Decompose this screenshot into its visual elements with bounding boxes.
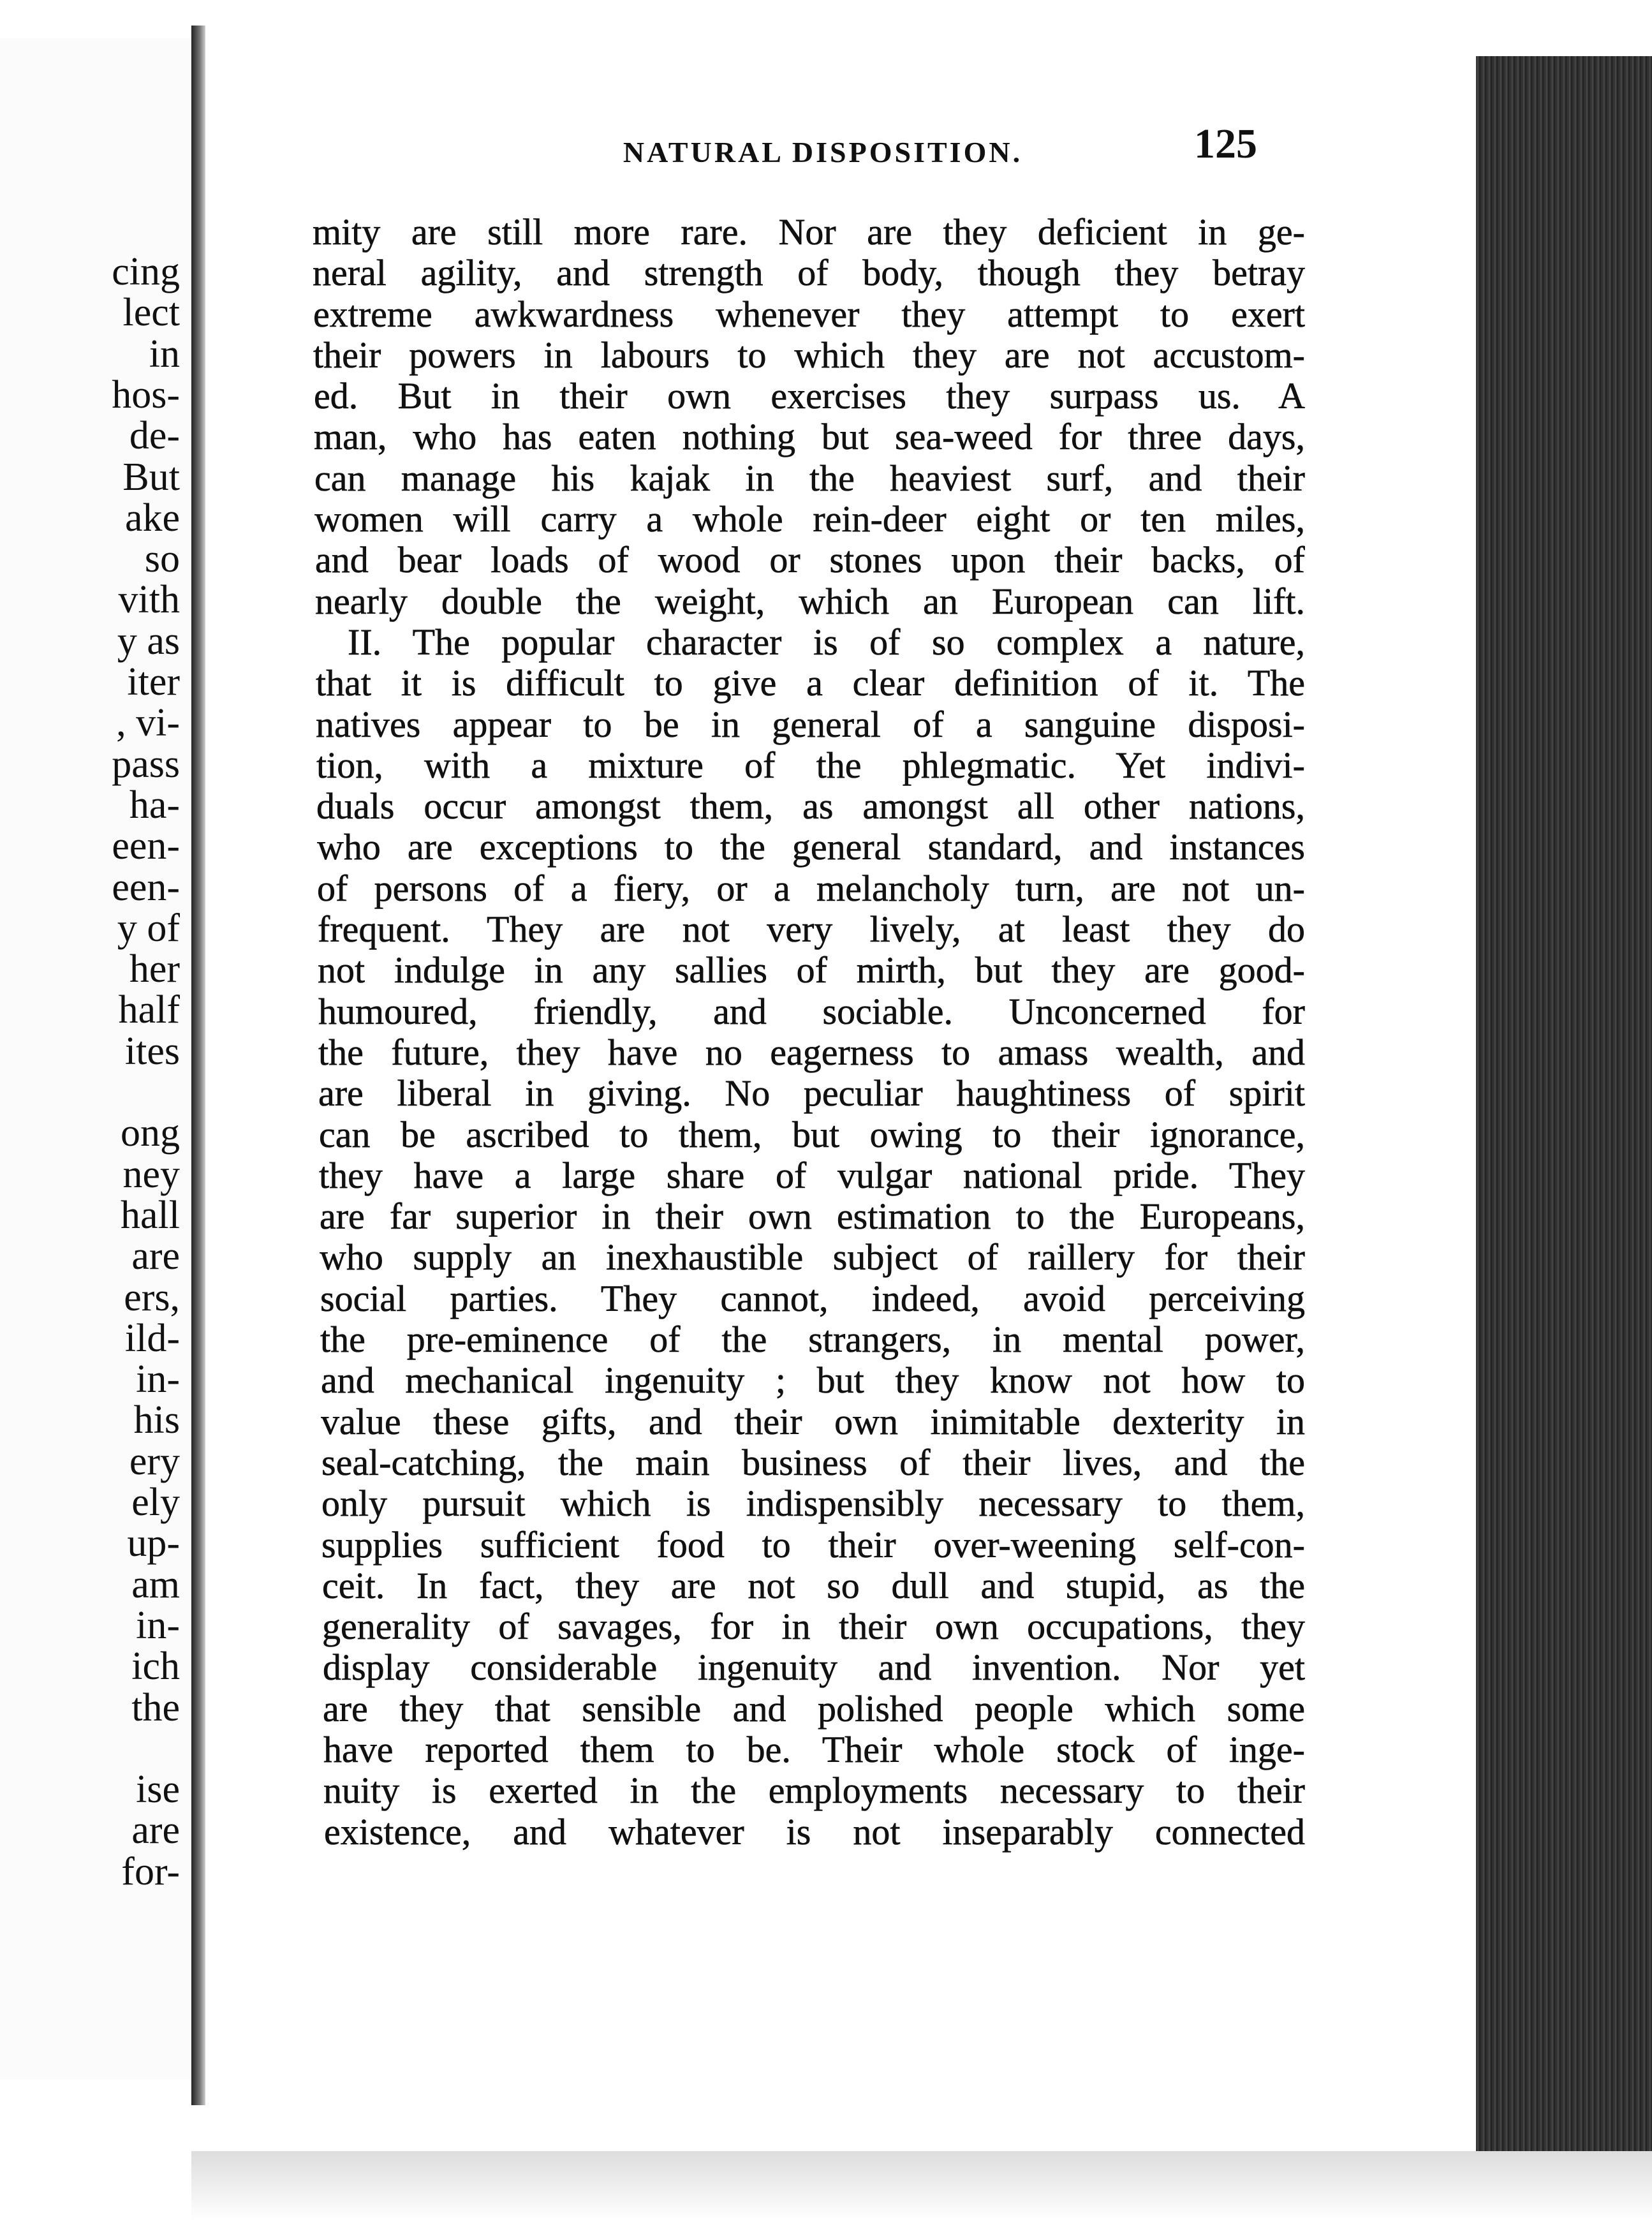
body-text-line: who supply an inexhaustible subject of raillery for their — [320, 1237, 1305, 1278]
running-head: NATURAL DISPOSITION. — [623, 136, 1023, 168]
body-text-line: value these gifts, and their own inimitable dexterity in — [321, 1401, 1305, 1442]
body-text-line: they have a large share of vulgar national pride. They — [319, 1155, 1305, 1196]
body-text-line: are liberal in giving. No peculiar haughtiness of spirit — [318, 1073, 1305, 1114]
body-text-line: of persons of a fiery, or a melancholy turn, are not un- — [317, 868, 1305, 909]
body-text-line: duals occur amongst them, as amongst all other nations, — [316, 786, 1305, 827]
body-text-line: who are exceptions to the general standard, and instances — [317, 827, 1305, 868]
left-page-line-fragment: , vi- — [116, 701, 180, 745]
body-text-line: can manage his kajak in the heaviest surf, and their — [314, 457, 1305, 499]
body-text-line: existence, and whatever is not inseparably connected — [324, 1811, 1305, 1853]
left-page-line-fragment: ely — [131, 1481, 180, 1524]
body-text-line: not indulge in any sallies of mirth, but they are good- — [318, 950, 1305, 991]
body-text-line: neral agility, and strength of body, though they betray — [313, 253, 1305, 294]
body-text-line: ceit. In fact, they are not so dull and stupid, as the — [322, 1565, 1305, 1606]
body-text-line: generality of savages, for in their own occupations, they — [322, 1606, 1305, 1648]
body-text-line: their powers in labours to which they are not accustom- — [313, 334, 1305, 376]
left-page-line-fragment: ery — [129, 1439, 180, 1483]
page-number: 125 — [1194, 121, 1257, 167]
body-text-line: are far superior in their own estimation to the Europeans, — [320, 1196, 1305, 1238]
body-text-line: II. The popular character is of so complex a nature, — [348, 621, 1305, 663]
left-page-line-fragment: in- — [136, 1603, 180, 1647]
body-text-line: that it is difficult to give a clear definition of it. The — [316, 663, 1305, 704]
book-edge — [1476, 56, 1652, 2220]
body-text-line: supplies sufficient food to their over-weening self-con- — [321, 1524, 1305, 1565]
body-text-line: the pre-eminence of the strangers, in mental power, — [320, 1319, 1305, 1361]
left-page-line-fragment: ild- — [124, 1316, 180, 1360]
left-page-line-fragment: are — [131, 1234, 180, 1278]
body-text — [313, 212, 1305, 1853]
left-page-line-fragment: ha- — [129, 783, 180, 827]
body-text-line: only pursuit which is indispensibly necessary to them, — [321, 1483, 1305, 1525]
previous-page-edge — [0, 38, 195, 2080]
left-page-line-fragment: ney — [122, 1152, 180, 1196]
left-page-line-fragment: the — [131, 1685, 180, 1729]
body-text-line: humoured, friendly, and sociable. Unconcerned for — [318, 991, 1305, 1032]
body-text-line: can be ascribed to them, but owing to their ignorance, — [319, 1114, 1305, 1155]
page-gutter — [191, 26, 205, 2105]
body-text-line: man, who has eaten nothing but sea-weed for three days, — [314, 417, 1305, 458]
left-page-line-fragment: ise — [136, 1768, 180, 1812]
left-page-line-fragment: for- — [121, 1849, 180, 1893]
left-page-line-fragment: ites — [124, 1029, 180, 1073]
page-bottom-shadow — [191, 2151, 1652, 2220]
body-text-line: social parties. They cannot, indeed, avoid perceiving — [320, 1278, 1305, 1319]
left-page-line-fragment: ich — [131, 1645, 180, 1689]
left-page-line-fragment: in — [149, 332, 180, 376]
body-text-line: natives appear to be in general of a sanguine disposi- — [316, 704, 1305, 745]
left-page-line-fragment: But — [122, 455, 180, 499]
left-page-line-fragment: half — [118, 988, 180, 1032]
left-page-line-fragment: pass — [112, 742, 180, 786]
left-page-line-fragment: his — [133, 1398, 180, 1442]
left-page-line-fragment: up- — [127, 1521, 180, 1565]
left-page-line-fragment: are — [131, 1809, 180, 1853]
body-text-line: extreme awkwardness whenever they attempt to exert — [313, 293, 1305, 335]
body-text-line: women will carry a whole rein-deer eight or ten miles, — [314, 499, 1305, 540]
body-text-line: and bear loads of wood or stones upon their backs, of — [315, 540, 1305, 581]
left-page-line-fragment: iter — [127, 660, 180, 704]
left-page-line-fragment: am — [131, 1562, 180, 1606]
left-page-line-fragment: y as — [117, 619, 180, 663]
left-page-line-fragment: een- — [112, 824, 180, 868]
body-text-line: display considerable ingenuity and invention. Nor yet — [323, 1647, 1305, 1689]
left-page-line-fragment: vith — [118, 578, 180, 622]
left-page-line-fragment: ong — [121, 1111, 180, 1155]
body-text-line: seal-catching, the main business of their lives, and the — [321, 1442, 1305, 1483]
body-text-line: have reported them to be. Their whole stock of inge- — [323, 1729, 1305, 1770]
body-text-line: the future, they have no eagerness to amass wealth, and — [318, 1032, 1305, 1073]
left-page-line-fragment: cing — [112, 250, 180, 293]
left-page-line-fragment: de- — [129, 414, 180, 458]
body-text-line: and mechanical ingenuity ; but they know not how to — [321, 1360, 1305, 1402]
left-page-line-fragment: ake — [124, 496, 180, 540]
left-page-line-fragment: y of — [117, 906, 180, 950]
left-page-line-fragment: een- — [112, 865, 180, 909]
body-text-line: tion, with a mixture of the phlegmatic. Yet indivi- — [316, 744, 1305, 786]
body-text-line: ed. But in their own exercises they surpass us. A — [314, 376, 1305, 417]
body-text-line: frequent. They are not very lively, at least they do — [318, 909, 1305, 951]
body-text-line: are they that sensible and polished people which some — [323, 1688, 1305, 1729]
body-text-line: nuity is exerted in the employments necessary to their — [323, 1770, 1305, 1812]
left-page-line-fragment: in- — [136, 1358, 180, 1402]
left-page-line-fragment: hall — [121, 1193, 180, 1237]
left-page-line-fragment: ers, — [124, 1275, 180, 1319]
body-text-line: nearly double the weight, which an European can lift. — [315, 581, 1305, 622]
body-text-line: mity are still more rare. Nor are they deficient in ge- — [313, 212, 1305, 253]
left-page-line-fragment: hos- — [112, 373, 180, 417]
left-page-line-fragment: her — [129, 947, 180, 991]
left-page-line-fragment: lect — [122, 291, 180, 335]
left-page-line-fragment: so — [144, 537, 180, 581]
